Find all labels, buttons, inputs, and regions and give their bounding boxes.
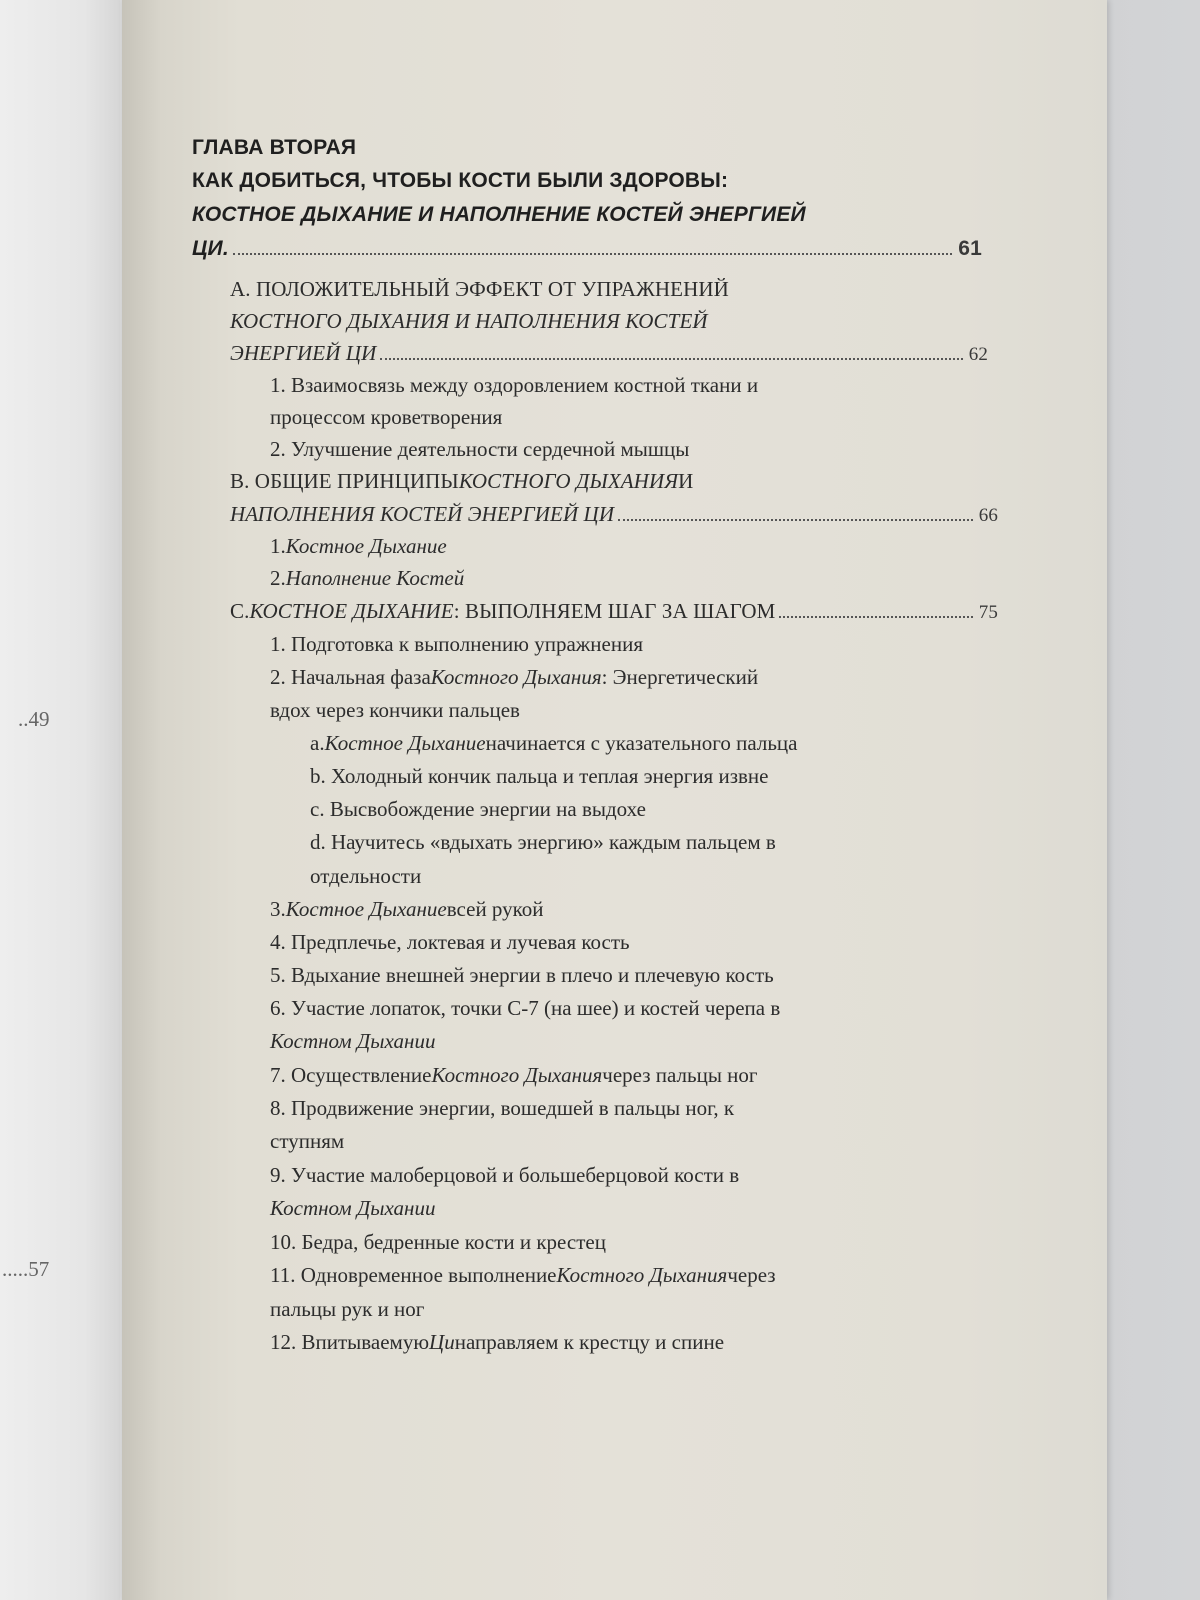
- toc-subsubentry[interactable]: d. Научитесь «вдыхать энергию» каждым пальцем в: [310, 830, 776, 854]
- toc-subentry: вдох через кончики пальцев: [270, 698, 520, 722]
- toc-subsubentry: отдельности: [310, 864, 422, 888]
- page-number: 61: [958, 237, 982, 260]
- toc-subentry: ступням: [270, 1129, 345, 1153]
- toc-subentry[interactable]: 9. Участие малоберцовой и большеберцовой кости в: [270, 1163, 740, 1187]
- toc-subsubentry[interactable]: b. Холодный кончик пальца и теплая энергия извне: [310, 764, 769, 788]
- leader-dots: [779, 616, 972, 618]
- left-page-number: ..49: [18, 707, 50, 731]
- toc-subentry[interactable]: 3. Костное Дыхание всей рукой: [270, 897, 544, 921]
- toc-subentry[interactable]: 12. Впитываемую Ци направляем к крестцу и спине: [270, 1330, 725, 1354]
- toc-subentry[interactable]: 2. Начальная фаза Костного Дыхания : Энергетический: [270, 665, 759, 689]
- chapter-label: ГЛАВА ВТОРАЯ: [192, 136, 357, 159]
- toc-subentry: Костном Дыхании: [270, 1196, 436, 1220]
- toc-entry-section-b: НАПОЛНЕНИЯ КОСТЕЙ ЭНЕРГИЕЙ ЦИ 66: [230, 499, 998, 531]
- toc-subentry[interactable]: 6. Участие лопаток, точки С-7 (на шее) и костей черепа в: [270, 996, 781, 1020]
- page-number: 66: [978, 505, 998, 526]
- toc-subentry: пальцы рук и ног: [270, 1297, 425, 1321]
- toc-entry-section-a: ЭНЕРГИЕЙ ЦИ 62: [230, 338, 988, 370]
- leader-dots: [233, 253, 952, 255]
- toc-subentry[interactable]: 4. Предплечье, локтевая и лучевая кость: [270, 930, 630, 954]
- toc-subentry[interactable]: 2. Улучшение деятельности сердечной мышцы: [270, 437, 690, 461]
- toc-entry-section-c[interactable]: C. КОСТНОЕ ДЫХАНИЕ : ВЫПОЛНЯЕМ ШАГ ЗА ШАГОМ 75: [230, 596, 998, 628]
- toc-entry-section-b[interactable]: B. ОБЩИЕ ПРИНЦИПЫ КОСТНОГО ДЫХАНИЯ И: [230, 469, 694, 493]
- toc-subentry[interactable]: 1. Подготовка к выполнению упражнения: [270, 632, 643, 656]
- toc-subentry[interactable]: 1. Взаимосвязь между оздоровлением костной ткани и: [270, 373, 759, 397]
- toc-entry-section-a: КОСТНОГО ДЫХАНИЯ И НАПОЛНЕНИЯ КОСТЕЙ: [230, 309, 708, 333]
- leader-dots: [618, 519, 973, 521]
- toc-subentry[interactable]: 2. Наполнение Костей: [270, 566, 465, 590]
- toc-subsubentry[interactable]: a. Костное Дыхание начинается с указательного пальца: [310, 731, 798, 755]
- toc-subentry[interactable]: 7. Осуществление Костного Дыхания через пальцы ног: [270, 1063, 758, 1087]
- toc-subentry: процессом кроветворения: [270, 405, 503, 429]
- page-number: 75: [978, 602, 998, 623]
- toc-subsubentry[interactable]: c. Высвобождение энергии на выдохе: [310, 797, 646, 821]
- toc-subentry[interactable]: 10. Бедра, бедренные кости и крестец: [270, 1230, 606, 1254]
- toc-subentry[interactable]: 5. Вдыхание внешней энергии в плечо и плечевую кость: [270, 963, 774, 987]
- chapter-title: КАК ДОБИТЬСЯ, ЧТОБЫ КОСТИ БЫЛИ ЗДОРОВЫ:: [192, 169, 729, 192]
- leader-dots: [380, 358, 962, 360]
- toc-entry-chapter[interactable]: ЦИ. 61: [192, 234, 982, 264]
- toc-subentry[interactable]: 1. Костное Дыхание: [270, 534, 447, 558]
- toc-subentry[interactable]: 8. Продвижение энергии, вошедшей в пальцы ног, к: [270, 1096, 735, 1120]
- toc-entry-section-a[interactable]: A. ПОЛОЖИТЕЛЬНЫЙ ЭФФЕКТ ОТ УПРАЖНЕНИЙ: [230, 277, 729, 301]
- left-page-number: .....57: [2, 1257, 50, 1281]
- chapter-title: КОСТНОЕ ДЫХАНИЕ И НАПОЛНЕНИЕ КОСТЕЙ ЭНЕРГИЕЙ: [192, 203, 806, 226]
- page-number: 62: [968, 344, 988, 365]
- toc-subentry: Костном Дыхании: [270, 1029, 436, 1053]
- toc-subentry[interactable]: 11. Одновременное выполнение Костного Дыхания через: [270, 1263, 776, 1287]
- left-page-edge: [0, 0, 120, 1600]
- book-page: [122, 0, 1107, 1600]
